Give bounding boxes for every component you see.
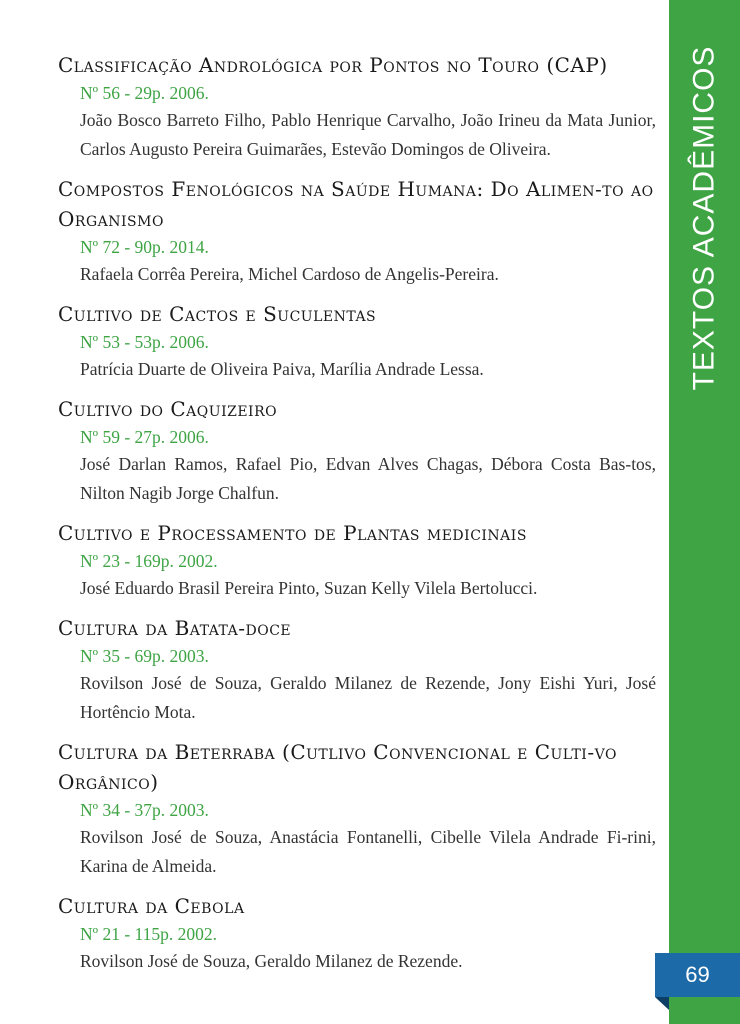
entry-title: Compostos Fenológicos na Saúde Humana: Do Alimen-to ao Organismo [58,177,654,231]
catalog-entry [58,613,656,727]
entry-meta: Nº 53 - 53p. 2006. [80,332,209,352]
entry-title: Cultivo de Cactos e Suculentas [58,302,377,326]
entry-authors: Rovilson José de Souza, Geraldo Milanez de Rezende. [80,951,463,971]
entry-meta: Nº 59 - 27p. 2006. [80,427,209,447]
catalog-list [58,50,656,986]
entry-authors: José Eduardo Brasil Pereira Pinto, Suzan Kelly Vilela Bertolucci. [80,578,538,598]
catalog-entry [58,394,656,508]
entry-title: Cultivo do Caquizeiro [58,397,278,421]
catalog-entry [58,518,656,603]
entry-meta: Nº 35 - 69p. 2003. [80,646,209,666]
entry-authors: João Bosco Barreto Filho, Pablo Henrique Carvalho, João Irineu da Mata Junior, Carlos Augusto Pereira Guimarães, Estevão Domingos de Oliveira. [80,110,656,159]
entry-authors: José Darlan Ramos, Rafael Pio, Edvan Alves Chagas, Débora Costa Bas-tos, Nilton Nagib Jorge Chalfun. [80,454,656,503]
entry-title: Cultura da Beterraba (Cutlivo Convencional e Culti-vo Orgânico) [58,740,617,794]
entry-meta: Nº 56 - 29p. 2006. [80,83,209,103]
entry-authors: Rafaela Corrêa Pereira, Michel Cardoso de Angelis-Pereira. [80,264,499,284]
catalog-entry [58,891,656,976]
page-number: 69 [685,962,710,987]
entry-title: Cultura da Batata-doce [58,616,292,640]
entry-meta: Nº 34 - 37p. 2003. [80,800,209,820]
entry-title: Cultivo e Processamento de Plantas medicinais [58,521,527,545]
catalog-entry [58,299,656,384]
entry-authors: Rovilson José de Souza, Geraldo Milanez de Rezende, Jony Eishi Yuri, José Hortêncio Mota. [80,673,656,722]
entry-title: Classificação Andrológica por Pontos no Touro (CAP) [58,53,608,77]
entry-meta: Nº 23 - 169p. 2002. [80,551,218,571]
catalog-entry [58,737,656,881]
catalog-entry [58,50,656,164]
entry-authors: Patrícia Duarte de Oliveira Paiva, Marília Andrade Lessa. [80,359,484,379]
entry-authors: Rovilson José de Souza, Anastácia Fontanelli, Cibelle Vilela Andrade Fi-rini, Karina de Almeida. [80,827,656,876]
entry-meta: Nº 72 - 90p. 2014. [80,237,209,257]
section-label-text: TEXTOS ACADÊMICOS [687,45,721,391]
entry-meta: Nº 21 - 115p. 2002. [80,924,217,944]
catalog-entry [58,174,656,289]
section-label [669,45,740,391]
entry-title: Cultura da Cebola [58,894,245,918]
